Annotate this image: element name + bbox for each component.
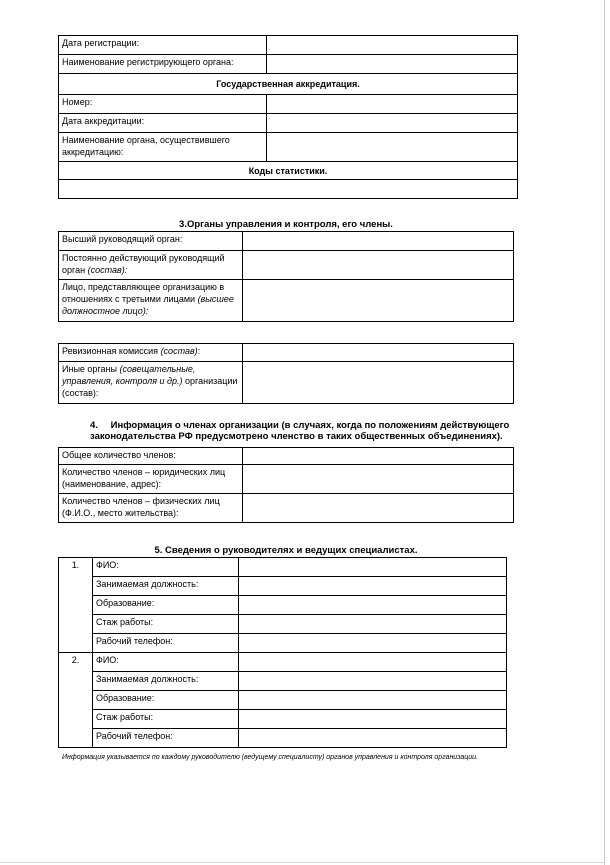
section5-title: 5. Сведения о руководителях и ведущих специалистах. (154, 545, 418, 556)
value-cell[interactable] (243, 280, 514, 322)
value-cell[interactable] (239, 653, 507, 672)
person-number: 2. (59, 653, 93, 748)
table-row (59, 95, 518, 114)
stats-header: Коды статистики. (59, 162, 518, 180)
section4-title (90, 420, 538, 442)
label-cell: Лицо, представляющее организацию в отношениях с третьими лицами (высшее должностное лицо): (59, 280, 243, 322)
value-cell[interactable] (243, 232, 514, 251)
table-row (59, 162, 518, 180)
value-cell[interactable] (239, 596, 507, 615)
value-cell[interactable] (239, 558, 507, 577)
table-row (59, 710, 507, 729)
field-label: Образование: (93, 596, 239, 615)
section4-number: 4. (90, 420, 98, 431)
value-cell[interactable] (239, 710, 507, 729)
field-label: Образование: (93, 691, 239, 710)
value-cell[interactable] (239, 577, 507, 596)
label-cell: Номер: (59, 95, 267, 114)
table-row (59, 362, 514, 404)
leaders-table (58, 557, 507, 748)
label-cell: Иные органы (совещательные, управления, контроля и др.) организации (состав): (59, 362, 243, 404)
label-cell: Высший руководящий орган: (59, 232, 243, 251)
governance-table (58, 231, 514, 322)
value-cell[interactable] (243, 448, 514, 465)
label-cell: Количество членов – физических лиц (Ф.И.О., место жительства): (59, 494, 243, 523)
field-label: Рабочий телефон: (93, 634, 239, 653)
table-row (59, 596, 507, 615)
label-cell: Ревизионная комиссия (состав): (59, 344, 243, 362)
field-label: Рабочий телефон: (93, 729, 239, 748)
value-cell[interactable] (243, 465, 514, 494)
table-row (59, 653, 507, 672)
table-row (59, 448, 514, 465)
table-row (59, 74, 518, 95)
value-cell[interactable] (267, 36, 518, 55)
page-edge-bottom (0, 862, 605, 863)
table-row (59, 558, 507, 577)
table-row (59, 615, 507, 634)
table-row (59, 55, 518, 74)
value-cell[interactable] (243, 494, 514, 523)
value-cell[interactable] (239, 615, 507, 634)
value-cell[interactable] (239, 729, 507, 748)
label-cell: Дата регистрации: (59, 36, 267, 55)
table-row (59, 691, 507, 710)
field-label: Занимаемая должность: (93, 672, 239, 691)
value-cell[interactable] (243, 251, 514, 280)
table-row (59, 494, 514, 523)
table-row (59, 36, 518, 55)
table-row (59, 344, 514, 362)
value-cell[interactable] (267, 133, 518, 162)
table-row (59, 133, 518, 162)
table-row (59, 729, 507, 748)
label-cell: Постоянно действующий руководящий орган (состав): (59, 251, 243, 280)
label-cell: Наименование регистрирующего органа: (59, 55, 267, 74)
table-row (59, 232, 514, 251)
field-label: Стаж работы: (93, 615, 239, 634)
members-table (58, 447, 514, 523)
label-cell: Количество членов – юридических лиц (наименование, адрес): (59, 465, 243, 494)
stats-value-cell[interactable] (59, 180, 518, 199)
value-cell[interactable] (267, 114, 518, 133)
label-cell: Дата аккредитации: (59, 114, 267, 133)
value-cell[interactable] (243, 362, 514, 404)
label-cell: Общее количество членов: (59, 448, 243, 465)
value-cell[interactable] (239, 672, 507, 691)
person-number: 1. (59, 558, 93, 653)
table-row (59, 280, 514, 322)
section4-text: Информация о членах организации (в случаях, когда по положениям действующего законодательства РФ предусмотрено членство в таких общественных объединениях). (90, 420, 510, 442)
field-label: ФИО: (93, 558, 239, 577)
label-cell: Наименование органа, осуществившего аккредитацию: (59, 133, 267, 162)
field-label: ФИО: (93, 653, 239, 672)
table-row (59, 672, 507, 691)
field-label: Занимаемая должность: (93, 577, 239, 596)
table-row (59, 180, 518, 199)
registration-table (58, 35, 518, 199)
page-edge-right (604, 0, 605, 865)
value-cell[interactable] (267, 95, 518, 114)
table-row (59, 634, 507, 653)
value-cell[interactable] (267, 55, 518, 74)
value-cell[interactable] (239, 634, 507, 653)
table-row (59, 114, 518, 133)
table-row (59, 577, 507, 596)
accreditation-header: Государственная аккредитация. (59, 74, 518, 95)
footnote: Информация указывается по каждому руководителю (ведущему специалисту) органов управления и контроля организации. (62, 754, 479, 761)
field-label: Стаж работы: (93, 710, 239, 729)
section3-title: 3.Органы управления и контроля, его члены. (179, 219, 393, 230)
value-cell[interactable] (243, 344, 514, 362)
audit-table (58, 343, 514, 404)
table-row (59, 465, 514, 494)
value-cell[interactable] (239, 691, 507, 710)
table-row (59, 251, 514, 280)
